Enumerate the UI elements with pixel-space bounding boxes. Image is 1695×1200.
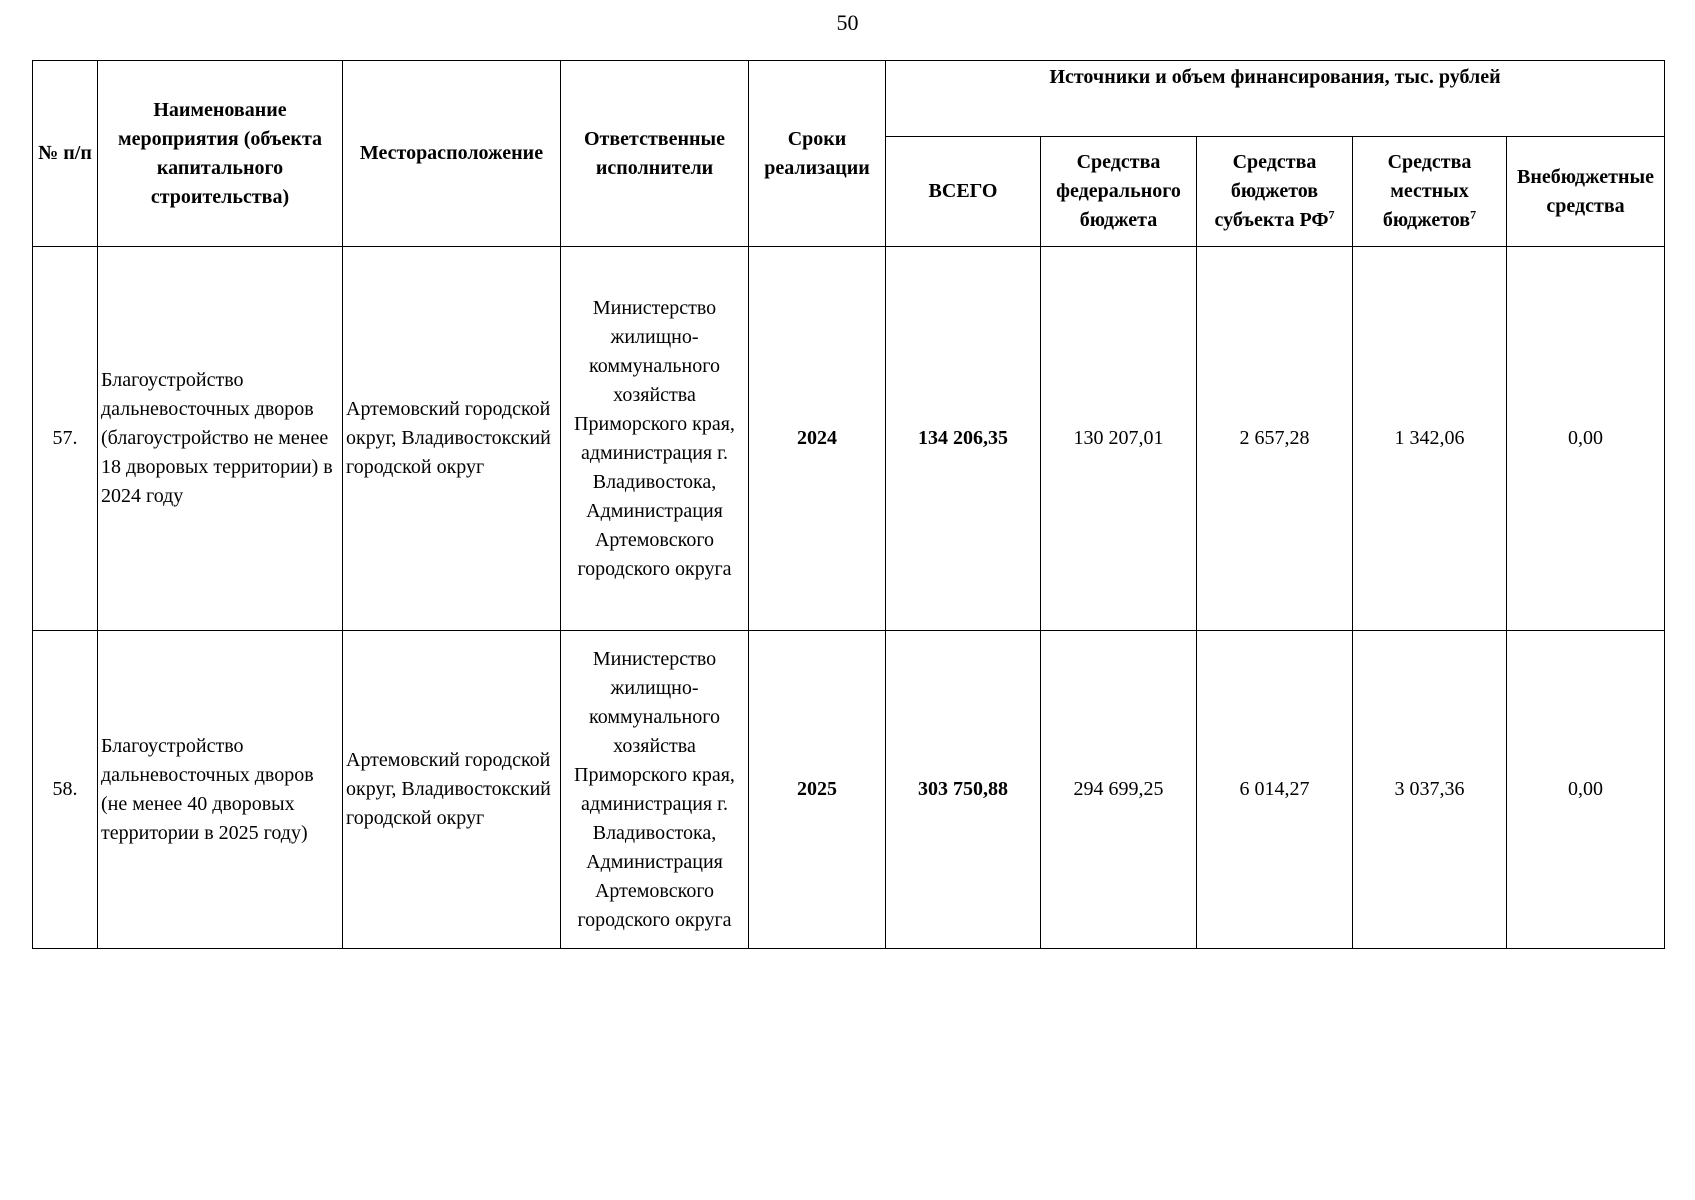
row-year: 2024 [749,247,886,631]
header-total: ВСЕГО [886,137,1041,247]
row-extra: 0,00 [1507,247,1665,631]
row-num: 58. [33,631,98,949]
header-extra: Внебюджетные средства [1507,137,1665,247]
footnote-mark: 7 [1470,207,1477,222]
header-subject [1197,137,1353,247]
row-num: 57. [33,247,98,631]
page-number: 50 [836,10,859,35]
table-row [33,247,1665,631]
row-location: Артемовский городской округ, Владивостокский городской округ [343,631,561,949]
row-local: 1 342,06 [1353,247,1507,631]
row-subject: 6 014,27 [1197,631,1353,949]
row-year: 2025 [749,631,886,949]
financing-table [32,60,1665,949]
header-location: Месторасположение [343,61,561,247]
row-responsible: Министерство жилищно-коммунального хозяйства Приморского края, администрация г. Владивостока, Администрация Артемовского городского округа [561,631,749,949]
header-row [33,61,1665,137]
row-federal: 130 207,01 [1041,247,1197,631]
table-row [33,631,1665,949]
header-terms: Сроки реализации [749,61,886,247]
row-responsible: Министерство жилищно-коммунального хозяйства Приморского края, администрация г. Владивостока, Администрация Артемовского городского округа [561,247,749,631]
header-subject-label: Средства бюджетов субъекта РФ [1214,151,1329,231]
row-local: 3 037,36 [1353,631,1507,949]
row-name: Благоустройство дальневосточных дворов (благоустройство не менее 18 дворовых территории) в 2024 году [98,247,343,631]
footnote-mark: 7 [1328,207,1335,222]
header-num: № п/п [33,61,98,247]
header-name: Наименование мероприятия (объекта капитального строительства) [98,61,343,247]
row-subject: 2 657,28 [1197,247,1353,631]
header-federal: Средства федерального бюджета [1041,137,1197,247]
header-funding-group: Источники и объем финансирования, тыс. рублей [886,61,1665,137]
row-location: Артемовский городской округ, Владивостокский городской округ [343,247,561,631]
row-total: 134 206,35 [886,247,1041,631]
row-total: 303 750,88 [886,631,1041,949]
header-local-label: Средства местных бюджетов [1382,151,1472,231]
header-local [1353,137,1507,247]
header-responsible: Ответственные исполнители [561,61,749,247]
row-extra: 0,00 [1507,631,1665,949]
row-name: Благоустройство дальневосточных дворов (не менее 40 дворовых территории в 2025 году) [98,631,343,949]
row-federal: 294 699,25 [1041,631,1197,949]
